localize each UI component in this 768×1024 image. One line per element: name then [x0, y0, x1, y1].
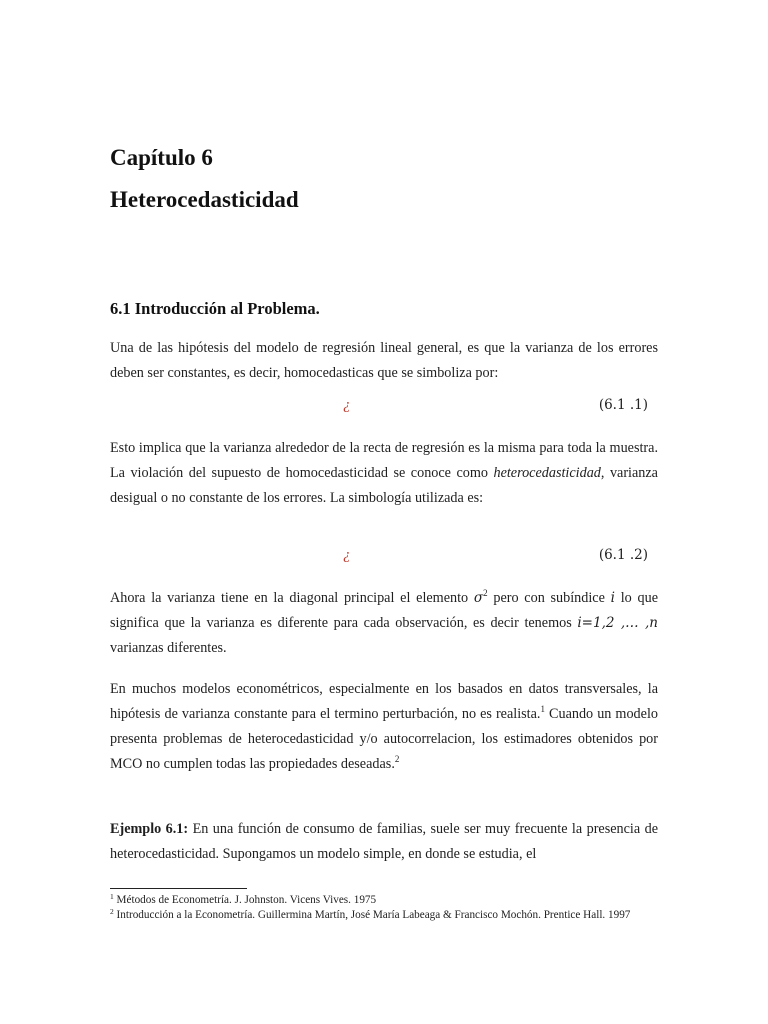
paragraph-text: Ahora la varianza tiene en la diagonal principal el elemento — [110, 590, 474, 606]
paragraph-text: En muchos modelos econométricos, especialmente en los basados en datos transversales, la hipótesis de varianza constante para el termino perturbación, no es realista. — [110, 681, 658, 722]
paragraph-variance — [110, 586, 658, 661]
footnote-text: Métodos de Econometría. J. Johnston. Vicens Vives. 1975 — [113, 894, 377, 906]
footnote-mark: 2 — [110, 907, 114, 916]
footnote-1 — [110, 893, 658, 907]
paragraph-intro: Una de las hipótesis del modelo de regresión lineal general, es que la varianza de los errores deben ser constantes, es decir, homocedasticas que se simboliza por: — [110, 340, 658, 381]
footnote-mark: 1 — [110, 892, 114, 901]
sigma-symbol: σ — [473, 590, 484, 606]
chapter-title: Heterocedasticidad — [110, 187, 299, 212]
paragraph-text: varianzas diferentes. — [110, 640, 227, 656]
equation-6-1-2 — [110, 547, 658, 569]
equation-placeholder-glyph: ¿ — [343, 547, 351, 563]
footnote-ref-2[interactable]: 2 — [394, 754, 400, 764]
equation-number: (6.1 .2) — [598, 547, 648, 563]
footnote-2 — [110, 908, 658, 922]
paragraph-econometric-models — [110, 677, 658, 777]
index-range: i=1,2 ,… ,n — [577, 615, 658, 631]
paragraph-text: Esto implica que la varianza alrededor de la recta de regresión es la misma para toda la muestra. La violación del supuesto de homocedasticidad se conoce como — [110, 440, 658, 481]
equation-6-1-1 — [110, 397, 658, 419]
paragraph-text: En una función de consumo de familias, suele ser muy frecuente la presencia de heterocedasticidad. Supongamos un modelo simple, en donde se estudia, el — [110, 821, 658, 862]
sigma-exponent: 2 — [483, 588, 488, 598]
equation-number: (6.1 .1) — [598, 397, 648, 413]
emphasized-term: heterocedasticidad — [493, 465, 601, 481]
footnote-text: Introducción a la Econometría. Guillermina Martín, José María Labeaga & Francisco Mochón. Prentice Hall. 1997 — [113, 909, 631, 921]
section-heading: 6.1 Introducción al Problema. — [110, 299, 320, 318]
paragraph-homoscedasticity — [110, 436, 658, 511]
paragraph-text: pero con subíndice — [487, 590, 611, 606]
chapter-number: Capítulo 6 — [110, 145, 213, 170]
paragraph-text: Cuando un modelo presenta problemas de heterocedasticidad y/o autocorrelacion, los estimadores obtenidos por MCO no cumplen todas las propiedades deseadas. — [110, 706, 658, 772]
paragraph-text: , varianza desigual o no constante de los errores. La simbología utilizada es: — [110, 465, 658, 506]
footnote-divider — [110, 888, 247, 889]
paragraph-text: lo que significa que la varianza es diferente para cada observación, es decir tenemos — [110, 590, 658, 631]
example-label: Ejemplo 6.1: — [110, 821, 189, 837]
subscript-i-symbol: i — [610, 590, 615, 606]
equation-placeholder-glyph: ¿ — [343, 397, 351, 413]
footnote-ref-1[interactable]: 1 — [540, 704, 545, 714]
paragraph-example — [110, 817, 658, 867]
